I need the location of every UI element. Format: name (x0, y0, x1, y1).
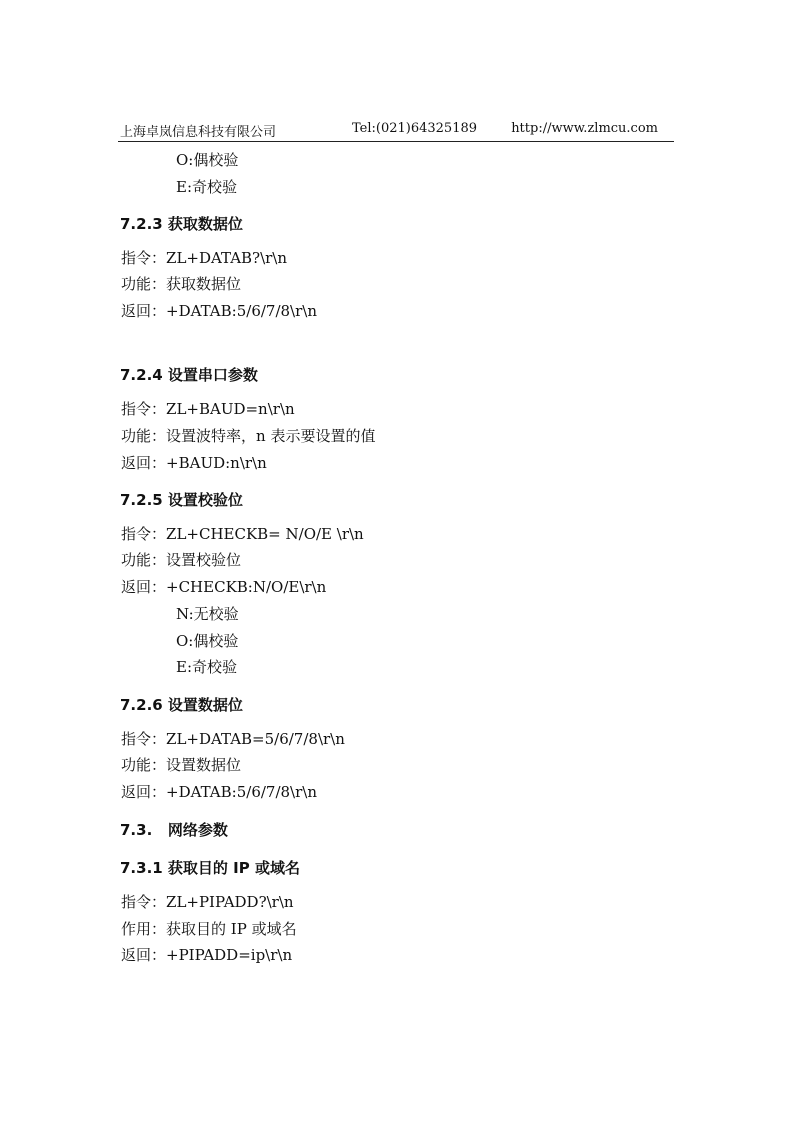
command-label: 指令： (121, 400, 167, 418)
command-value: ZL+DATAB=5/6/7/8\r\n (166, 730, 345, 748)
function-label: 功能： (121, 275, 167, 293)
function-line (121, 550, 241, 570)
section-title-7-3: 7.3. 网络参数 (120, 821, 228, 839)
command-value: ZL+PIPADD?\r\n (166, 893, 294, 911)
usage-value: 获取目的 IP 或域名 (166, 920, 297, 938)
command-label: 指令： (121, 893, 167, 911)
header-company: 上海卓岚信息科技有限公司 (120, 125, 277, 140)
return-value: +CHECKB:N/O/E\r\n (166, 578, 327, 596)
function-label: 功能： (121, 551, 167, 569)
command-label: 指令： (121, 249, 167, 267)
section-title-7-3-1: 7.3.1 获取目的 IP 或域名 (120, 859, 300, 877)
return-value: +BAUD:n\r\n (166, 454, 267, 472)
function-line (121, 426, 375, 446)
return-value: +DATAB:5/6/7/8\r\n (166, 783, 317, 801)
section-title-7-2-6: 7.2.6 设置数据位 (120, 696, 243, 714)
usage-line (121, 919, 297, 939)
return-value: +PIPADD=ip\r\n (166, 946, 293, 964)
function-line (121, 274, 241, 294)
function-value: 设置数据位 (166, 756, 242, 774)
return-line (121, 945, 292, 965)
parity-none-item: N:无校验 (176, 605, 239, 623)
function-value: 设置波特率，n 表示要设置的值 (166, 427, 376, 445)
command-value: ZL+BAUD=n\r\n (166, 400, 295, 418)
command-label: 指令： (121, 730, 167, 748)
function-label: 功能： (121, 427, 167, 445)
parity-odd-item: O:偶校验 (176, 632, 239, 650)
header-url: http://www.zlmcu.com (511, 121, 658, 136)
return-label: 返回： (121, 578, 167, 596)
function-value: 获取数据位 (166, 275, 242, 293)
return-label: 返回： (121, 946, 167, 964)
parity-odd-item: O:偶校验 (176, 151, 239, 169)
return-line (121, 453, 267, 473)
return-line (121, 577, 326, 597)
return-line (121, 301, 317, 321)
command-value: ZL+DATAB?\r\n (166, 249, 288, 267)
return-value: +DATAB:5/6/7/8\r\n (166, 302, 317, 320)
command-line (121, 892, 294, 912)
header-tel: Tel:(021)64325189 (352, 121, 478, 136)
function-label: 功能： (121, 756, 167, 774)
section-title-7-2-4: 7.2.4 设置串口参数 (120, 366, 258, 384)
command-line (121, 248, 287, 268)
page-header (118, 121, 674, 142)
usage-label: 作用： (121, 920, 167, 938)
section-title-7-2-5: 7.2.5 设置校验位 (120, 491, 243, 509)
parity-even-item: E:奇校验 (176, 178, 238, 196)
return-line (121, 782, 317, 802)
parity-even-item: E:奇校验 (176, 658, 238, 676)
function-line (121, 755, 241, 775)
command-line (121, 399, 295, 419)
command-line (121, 729, 345, 749)
command-value: ZL+CHECKB= N/O/E \r\n (166, 525, 364, 543)
return-label: 返回： (121, 302, 167, 320)
return-label: 返回： (121, 783, 167, 801)
section-title-7-2-3: 7.2.3 获取数据位 (120, 215, 243, 233)
function-value: 设置校验位 (166, 551, 242, 569)
return-label: 返回： (121, 454, 167, 472)
command-label: 指令： (121, 525, 167, 543)
command-line (121, 524, 364, 544)
